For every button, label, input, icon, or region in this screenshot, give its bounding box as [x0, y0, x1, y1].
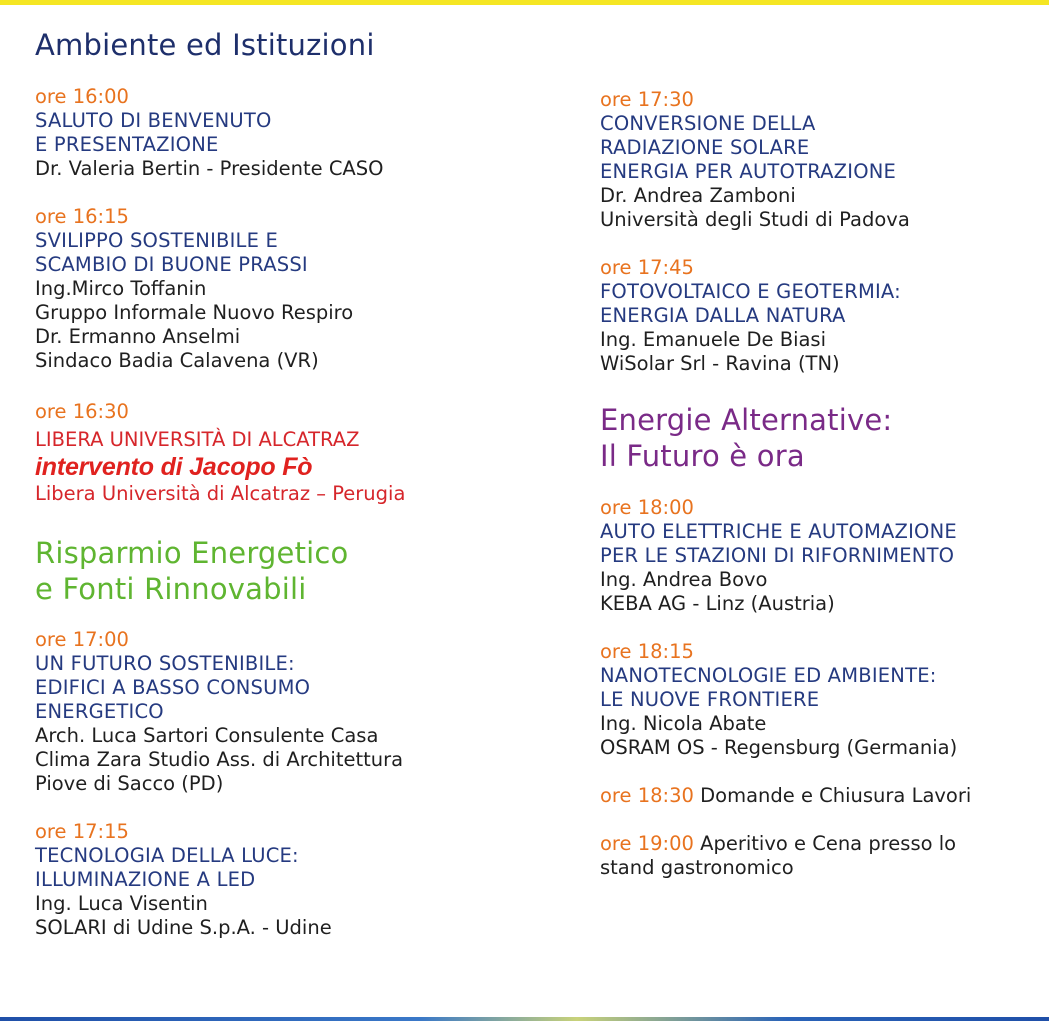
top-accent-bar	[0, 0, 1049, 5]
section-title-line: Risparmio Energetico	[35, 536, 349, 570]
event-speaker: Sindaco Badia Calavena (VR)	[35, 349, 319, 372]
event-time: ore 16:30	[35, 400, 129, 423]
event-speaker: Ing. Emanuele De Biasi	[600, 328, 827, 351]
event-1815	[600, 640, 957, 760]
event-speaker: Dr. Ermanno Anselmi	[35, 325, 241, 348]
event-speaker: Clima Zara Studio Ass. di Architettura	[35, 748, 404, 771]
event-1830	[600, 784, 971, 808]
section-title-line: Energie Alternative:	[600, 403, 893, 437]
event-time: ore 17:15	[35, 820, 129, 843]
event-topic-line: NANOTECNOLOGIE ED AMBIENTE:	[600, 664, 937, 687]
section-title-energie	[600, 402, 892, 474]
event-time: ore 19:00	[600, 832, 694, 855]
event-title: Aperitivo e Cena presso lo	[700, 832, 957, 855]
event-1745	[600, 256, 901, 376]
event-speaker: Ing. Nicola Abate	[600, 712, 767, 735]
event-1615	[35, 205, 353, 373]
event-1600	[35, 85, 384, 181]
event-time: ore 17:45	[600, 256, 694, 279]
event-speaker: KEBA AG - Linz (Austria)	[600, 592, 835, 615]
section-title-ambiente: Ambiente ed Istituzioni	[35, 28, 375, 62]
event-speaker: Dr. Valeria Bertin - Presidente CASO	[35, 157, 384, 180]
event-speaker: Libera Università di Alcatraz – Perugia	[35, 482, 406, 505]
event-topic-line: SVILIPPO SOSTENIBILE E	[35, 229, 279, 252]
event-speaker: OSRAM OS - Regensburg (Germania)	[600, 736, 958, 759]
event-speaker: Ing. Luca Visentin	[35, 892, 208, 915]
event-topic-line: RADIAZIONE SOLARE	[600, 136, 810, 159]
event-1630	[35, 400, 405, 506]
event-topic-line: SALUTO DI BENVENUTO	[35, 109, 272, 132]
event-inline-line	[600, 832, 956, 856]
event-1700	[35, 628, 403, 796]
event-time: ore 18:00	[600, 496, 694, 519]
event-time: ore 18:15	[600, 640, 694, 663]
event-1800	[600, 496, 957, 616]
event-time: ore 16:15	[35, 205, 129, 228]
event-1715	[35, 820, 332, 940]
event-topic-line: ENERGIA PER AUTOTRAZIONE	[600, 160, 897, 183]
event-highlight: intervento di Jacopo Fò	[35, 453, 313, 481]
event-topic-line: TECNOLOGIA DELLA LUCE:	[35, 844, 299, 867]
event-speaker: SOLARI di Udine S.p.A. - Udine	[35, 916, 332, 939]
event-1900	[600, 832, 956, 880]
section-title-line: Il Futuro è ora	[600, 439, 805, 473]
event-speaker: Piove di Sacco (PD)	[35, 772, 224, 795]
event-topic-line: SCAMBIO DI BUONE PRASSI	[35, 253, 308, 276]
event-topic-line: CONVERSIONE DELLA	[600, 112, 816, 135]
event-time: ore 17:00	[35, 628, 129, 651]
event-title-cont: stand gastronomico	[600, 856, 794, 879]
event-inline-line	[600, 784, 971, 807]
event-time: ore 16:00	[35, 85, 129, 108]
event-topic-line: AUTO ELETTRICHE E AUTOMAZIONE	[600, 520, 957, 543]
event-speaker: Dr. Andrea Zamboni	[600, 184, 796, 207]
event-speaker: Università degli Studi di Padova	[600, 208, 910, 231]
event-time: ore 17:30	[600, 88, 694, 111]
event-title: Domande e Chiusura Lavori	[700, 784, 972, 807]
event-speaker: WiSolar Srl - Ravina (TN)	[600, 352, 840, 375]
event-speaker: Arch. Luca Sartori Consulente Casa	[35, 724, 379, 747]
section-title-line: e Fonti Rinnovabili	[35, 572, 307, 606]
event-topic-line: FOTOVOLTAICO E GEOTERMIA:	[600, 280, 901, 303]
event-time: ore 18:30	[600, 784, 694, 807]
event-topic-line: PER LE STAZIONI DI RIFORNIMENTO	[600, 544, 955, 567]
event-topic-line: LIBERA UNIVERSITÀ DI ALCATRAZ	[35, 428, 360, 451]
event-topic-line: LE NUOVE FRONTIERE	[600, 688, 820, 711]
event-topic-line: ENERGETICO	[35, 700, 164, 723]
event-topic-line: ILLUMINAZIONE A LED	[35, 868, 256, 891]
event-topic-line: UN FUTURO SOSTENIBILE:	[35, 652, 295, 675]
event-1730	[600, 88, 910, 232]
event-speaker: Ing.Mirco Toffanin	[35, 277, 207, 300]
event-topic-line: EDIFICI A BASSO CONSUMO	[35, 676, 311, 699]
event-speaker: Gruppo Informale Nuovo Respiro	[35, 301, 354, 324]
event-topic-line: E PRESENTAZIONE	[35, 133, 219, 156]
section-title-risparmio	[35, 535, 349, 607]
event-speaker: Ing. Andrea Bovo	[600, 568, 768, 591]
event-topic-line: ENERGIA DALLA NATURA	[600, 304, 846, 327]
bottom-accent-bar	[0, 1017, 1049, 1021]
